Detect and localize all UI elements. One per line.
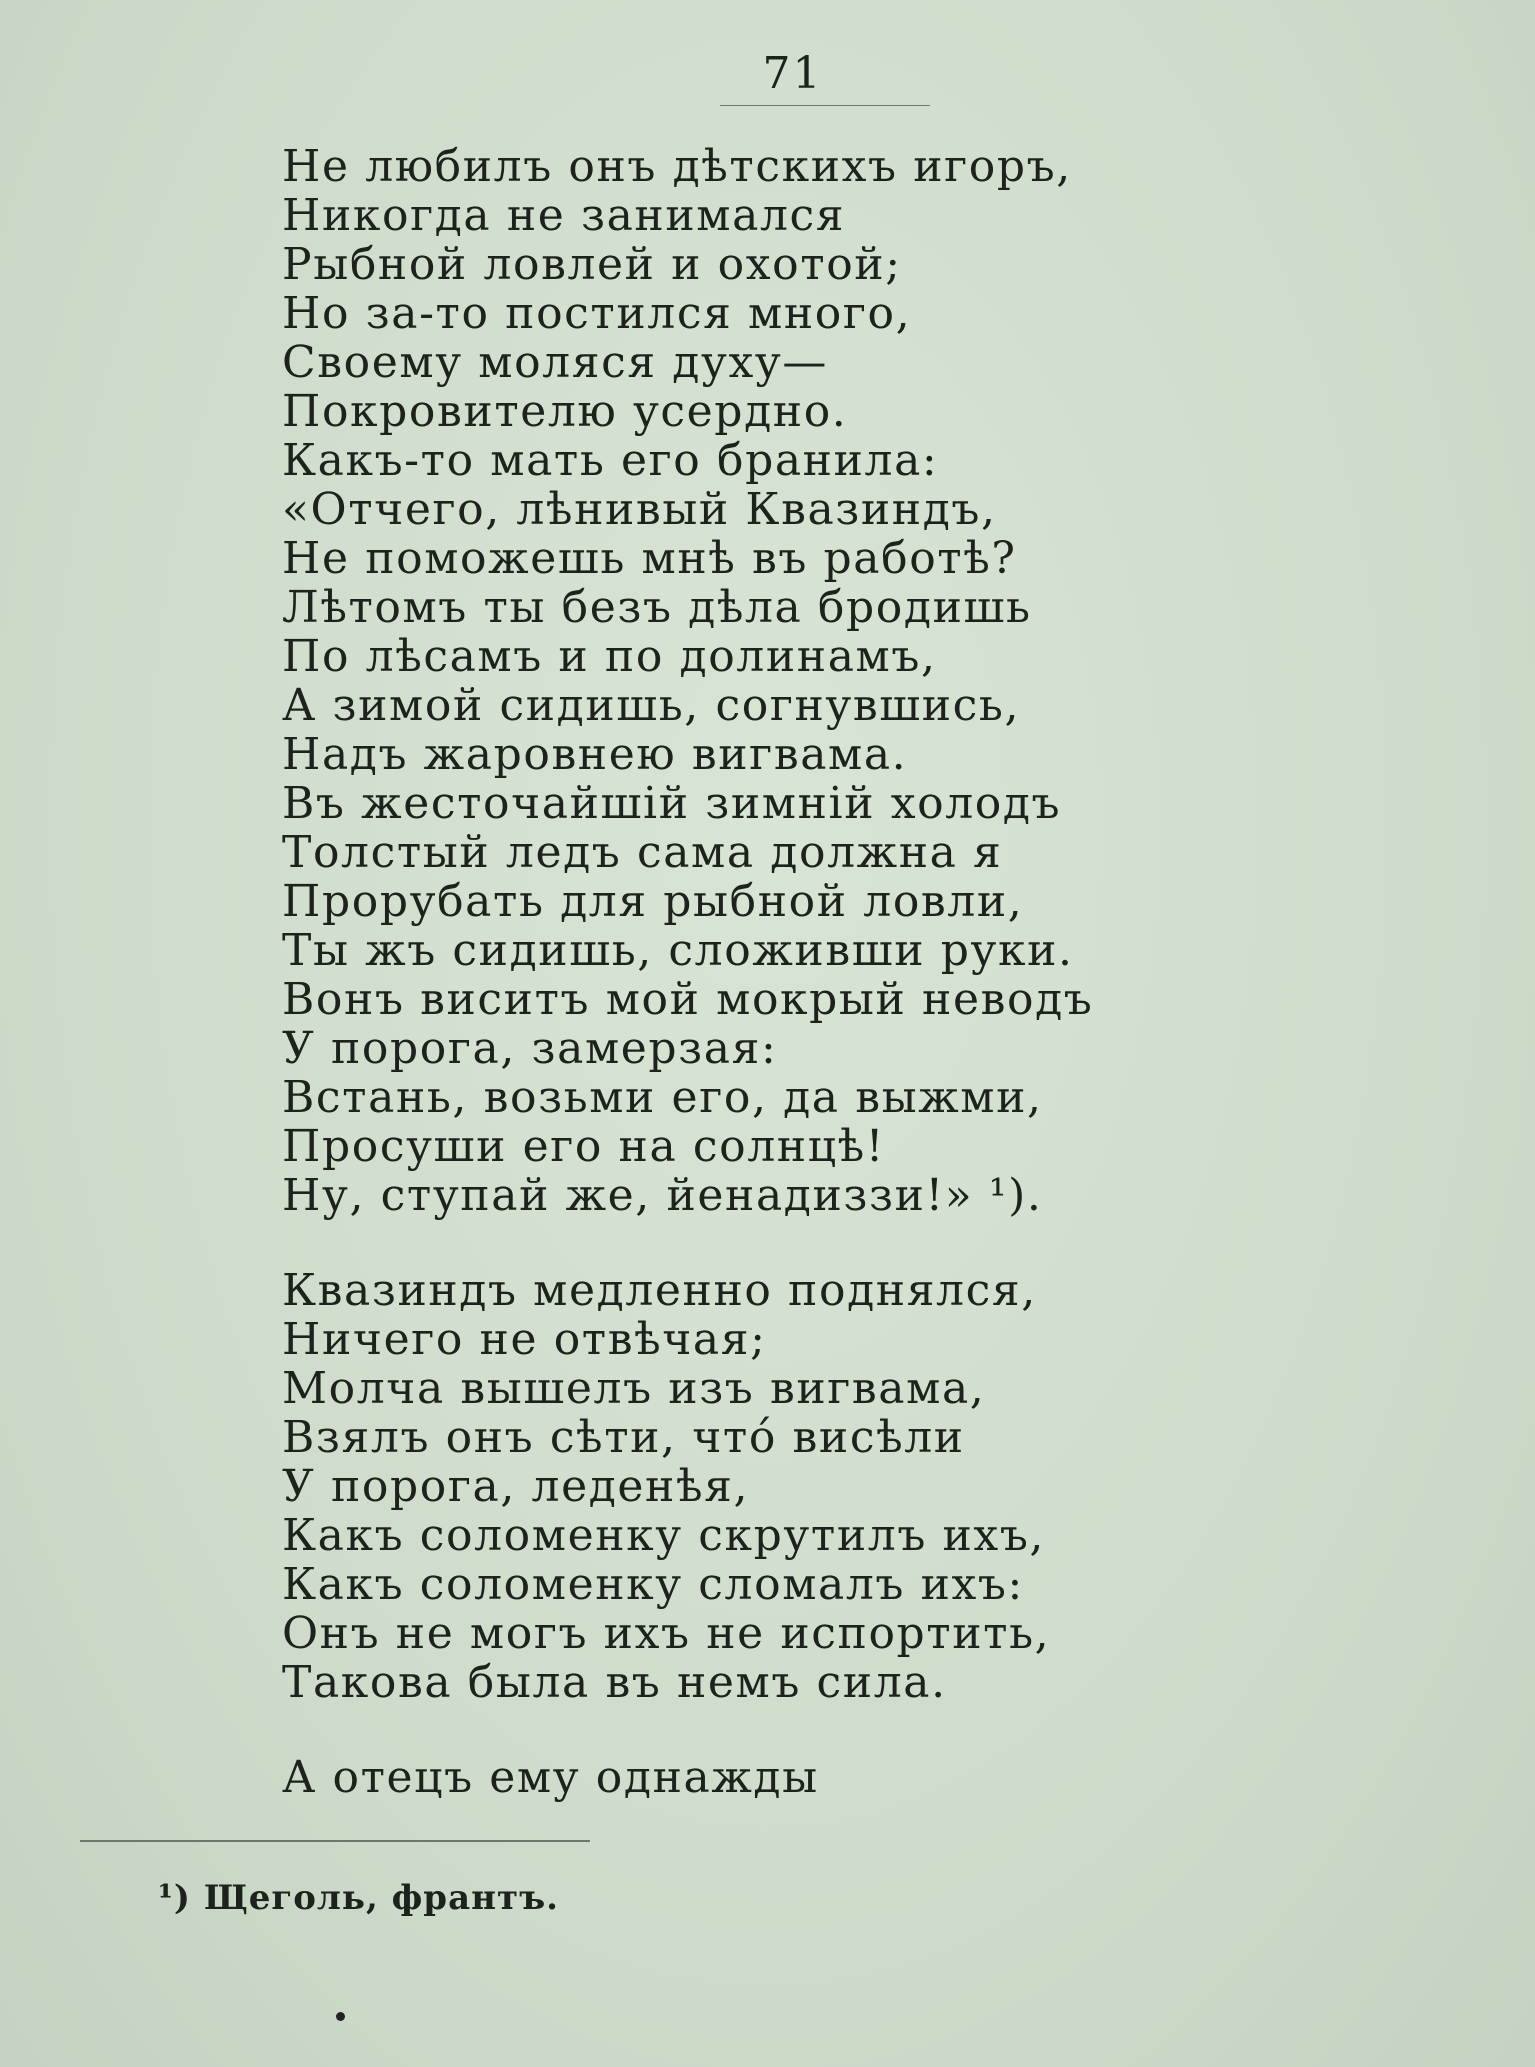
poem-line: Ну, ступай же, йенадиззи!» ¹). (282, 1170, 1043, 1221)
ink-speck (336, 2012, 345, 2021)
poem-line: У порога, леденѣя, (282, 1461, 750, 1512)
poem-text (282, 142, 1282, 1848)
stanza-2 (282, 1266, 1282, 1707)
poem-line: Встань, возьми его, да выжми, (282, 1072, 1043, 1123)
poem-line: Рыбной ловлей и охотой; (282, 239, 902, 290)
stanza-1 (282, 142, 1282, 1220)
poem-line: Толстый ледъ сама должна я (282, 827, 1003, 878)
poem-line: Въ жесточайшій зимній холодъ (282, 778, 1062, 829)
poem-line: Взялъ онъ сѣти, чтó висѣли (282, 1412, 965, 1463)
poem-line: Просуши его на солнцѣ! (282, 1121, 886, 1172)
poem-line: Такова была въ немъ сила. (282, 1657, 947, 1708)
poem-line: Какъ-то мать его бранила: (282, 435, 939, 486)
poem-line: По лѣсамъ и по долинамъ, (282, 631, 937, 682)
poem-line: Не любилъ онъ дѣтскихъ игоръ, (282, 141, 1072, 192)
poem-line: Молча вышелъ изъ вигвама, (282, 1363, 986, 1414)
poem-line: Онъ не могъ ихъ не испортить, (282, 1608, 1051, 1659)
poem-line: А зимой сидишь, согнувшись, (282, 680, 1021, 731)
poem-line: Ничего не отвѣчая; (282, 1314, 767, 1365)
poem-line: Не поможешь мнѣ въ работѣ? (282, 533, 1017, 584)
stanza-3 (282, 1753, 1282, 1802)
footnote-rule (80, 1840, 590, 1842)
poem-line: Но за-то постился много, (282, 288, 912, 339)
footnote: ¹) Щеголь, франтъ. (158, 1878, 559, 1918)
poem-line: Покровителю усердно. (282, 386, 848, 437)
poem-line: У порога, замерзая: (282, 1023, 778, 1074)
header-rule (720, 105, 930, 106)
poem-line: А отецъ ему однажды (282, 1752, 819, 1803)
poem-line: Какъ соломенку сломалъ ихъ: (282, 1559, 1024, 1610)
poem-line: Какъ соломенку скрутилъ ихъ, (282, 1510, 1046, 1561)
poem-line: Никогда не занимался (282, 190, 846, 241)
poem-line: Своему моляся духу— (282, 337, 828, 388)
poem-line: Ты жъ сидишь, сложивши руки. (282, 925, 1074, 976)
poem-line: Вонъ виситъ мой мокрый неводъ (282, 974, 1094, 1025)
poem-line: Лѣтомъ ты безъ дѣла бродишь (282, 582, 1032, 633)
poem-line: Надъ жаровнею вигвама. (282, 729, 908, 780)
poem-line: Квазиндъ медленно поднялся, (282, 1265, 1037, 1316)
poem-line: «Отчего, лѣнивый Квазиндъ, (282, 484, 997, 535)
page-number: 71 (762, 48, 823, 99)
poem-line: Прорубать для рыбной ловли, (282, 876, 1024, 927)
